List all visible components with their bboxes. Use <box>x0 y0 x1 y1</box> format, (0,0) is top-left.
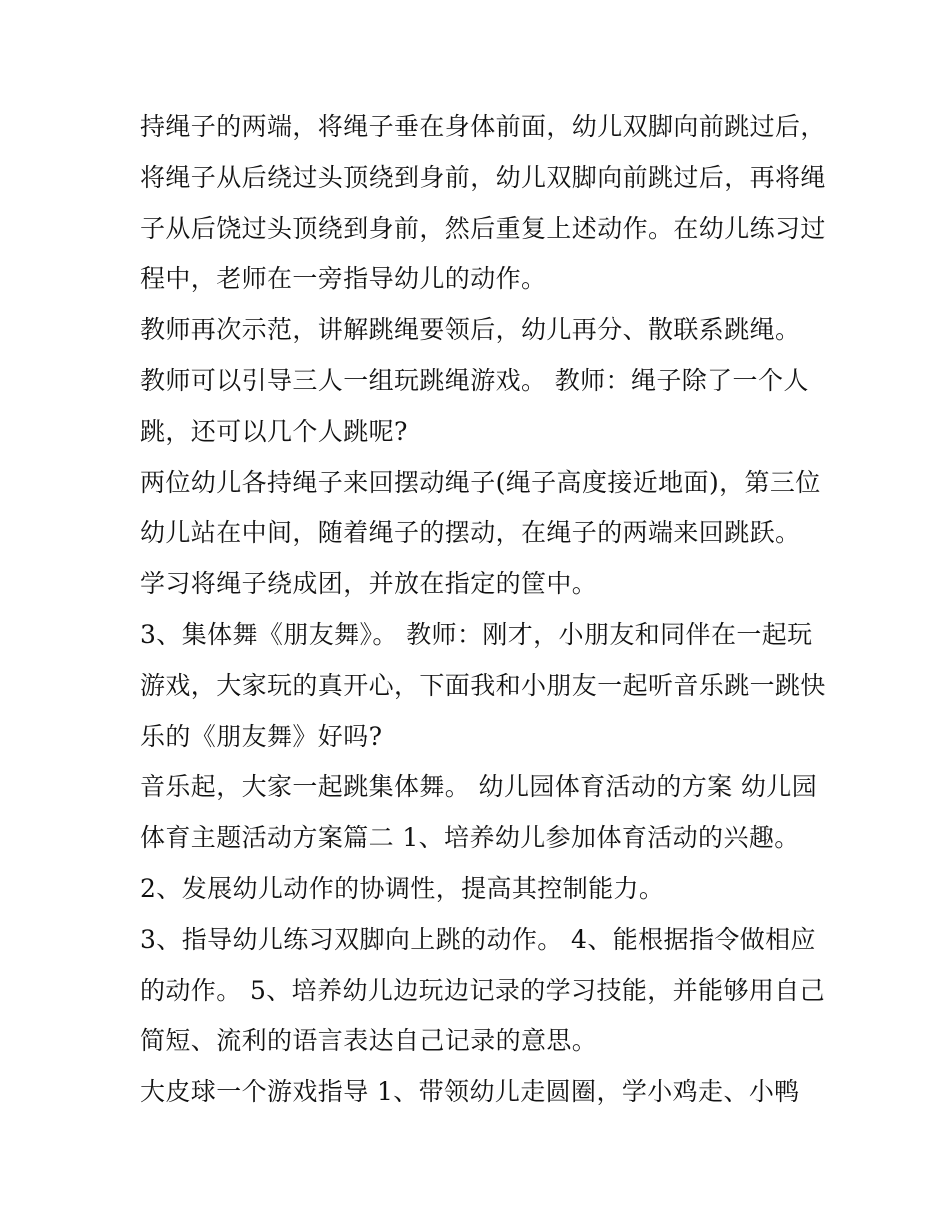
text-line: 跳，还可以几个人跳呢? <box>140 416 408 446</box>
text-line: 3、集体舞《朋友舞》。 教师：刚才，小朋友和同伴在一起玩 <box>140 619 813 649</box>
text-line: 两位幼儿各持绳子来回摆动绳子(绳子高度接近地面)，第三位 <box>140 467 821 497</box>
text-line: 2、发展幼儿动作的协调性，提高其控制能力。 <box>140 873 665 903</box>
text-line: 程中，老师在一旁指导幼儿的动作。 <box>140 264 547 294</box>
text-line: 子从后饶过头顶绕到身前，然后重复上述动作。在幼儿练习过 <box>140 213 826 243</box>
text-line: 大皮球一个游戏指导 1、带领幼儿走圆圈，学小鸡走、小鸭 <box>140 1077 800 1107</box>
document-body <box>140 102 840 1118</box>
text-line: 简短、流利的语言表达自己记录的意思。 <box>140 1026 598 1056</box>
text-line: 体育主题活动方案篇二 1、培养幼儿参加体育活动的兴趣。 <box>140 823 800 853</box>
text-line: 将绳子从后绕过头顶绕到身前，幼儿双脚向前跳过后，再将绳 <box>140 162 826 192</box>
text-line: 教师可以引导三人一组玩跳绳游戏。 教师：绳子除了一个人 <box>140 365 809 395</box>
text-line: 的动作。 5、培养幼儿边玩边记录的学习技能，并能够用自己 <box>140 975 826 1005</box>
text-line: 游戏，大家玩的真开心，下面我和小朋友一起听音乐跳一跳快 <box>140 670 826 700</box>
text-line: 幼儿站在中间，随着绳子的摆动，在绳子的两端来回跳跃。 <box>140 518 801 548</box>
text-line: 3、指导幼儿练习双脚向上跳的动作。 4、能根据指令做相应 <box>140 924 816 954</box>
text-line: 乐的《朋友舞》好吗? <box>140 721 383 751</box>
text-line: 音乐起，大家一起跳集体舞。 幼儿园体育活动的方案 幼儿园 <box>140 772 818 802</box>
text-line: 教师再次示范，讲解跳绳要领后，幼儿再分、散联系跳绳。 <box>140 315 801 345</box>
text-line: 学习将绳子绕成团，并放在指定的筐中。 <box>140 569 598 599</box>
text-line: 持绳子的两端，将绳子垂在身体前面，幼儿双脚向前跳过后， <box>140 112 826 141</box>
